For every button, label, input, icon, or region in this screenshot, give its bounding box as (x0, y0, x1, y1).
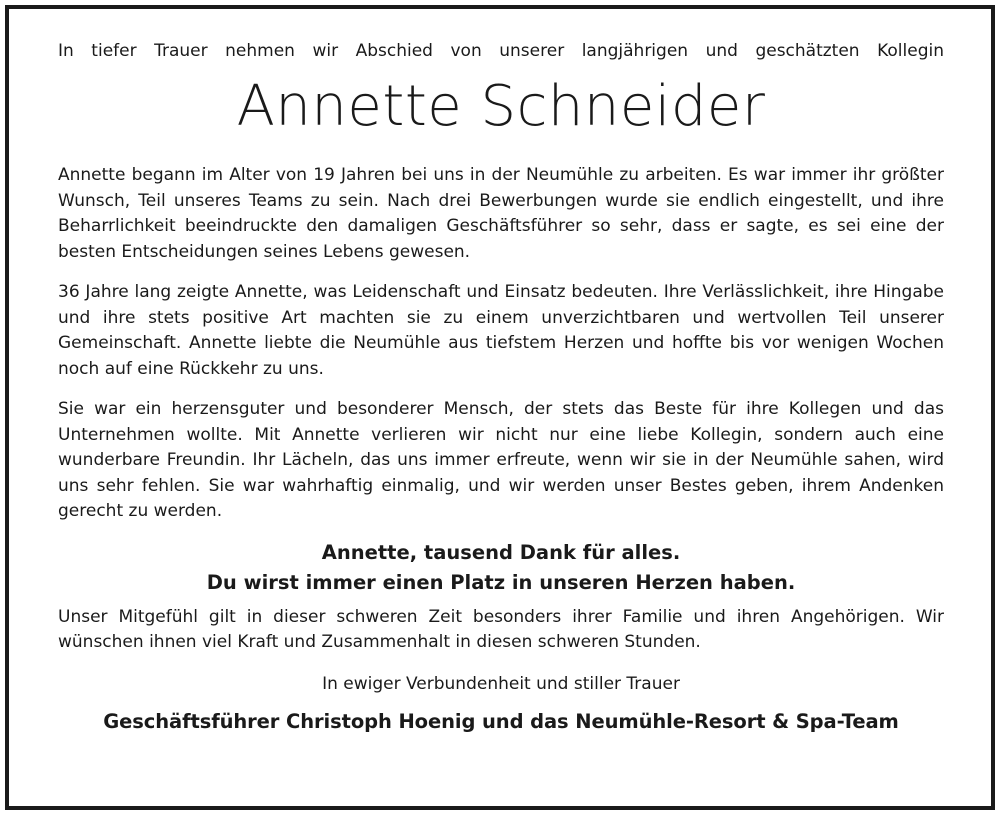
paragraph-dedication: 36 Jahre lang zeigte Annette, was Leidenschaft und Einsatz bedeuten. Ihre Verlässlichkeit, ihre Hingabe und ihre stets positive Art machten sie zu einem unverzichtbaren und wertvollen Teil unserer Gemeinschaft. Annette liebte die Neumühle aus tiefstem Herzen und hoffte bis vor wenigen Wochen noch auf eine Rückkehr zu uns. (58, 282, 944, 379)
intro-line: In tiefer Trauer nehmen wir Abschied von unserer langjährigen und geschätzten Kollegin (58, 41, 944, 61)
obituary-notice (58, 38, 944, 737)
farewell-quote (58, 538, 944, 598)
paragraph-condolence: Unser Mitgefühl gilt in dieser schweren Zeit besonders ihrer Familie und ihren Angehörigen. Wir wünschen ihnen viel Kraft und Zusammenhalt in diesen schweren Stunden. (58, 606, 944, 652)
farewell-quote-line-2: Du wirst immer einen Platz in unseren Herzen haben. (206, 570, 796, 594)
closing-line: In ewiger Verbundenheit und stiller Trauer (322, 673, 680, 694)
farewell-quote-line-1: Annette, tausend Dank für alles. (321, 540, 681, 564)
deceased-name: Annette Schneider (236, 74, 766, 139)
signature: Geschäftsführer Christoph Hoenig und das Neumühle-Resort & Spa-Team (103, 709, 899, 733)
paragraph-career-start: Annette begann im Alter von 19 Jahren bei uns in der Neumühle zu arbeiten. Es war immer ihr größter Wunsch, Teil unseres Teams zu sein. Nach drei Bewerbungen wurde sie endlich eingestellt, und ihre Beharrlichkeit beeindruckte den damaligen Geschäftsführer so sehr, dass er sagte, es sei eine der besten Entscheidungen seines Lebens gewesen. (58, 165, 944, 262)
paragraph-person: Sie war ein herzensguter und besonderer Mensch, der stets das Beste für ihre Kollegen und das Unternehmen wollte. Mit Annette verlieren wir nicht nur eine liebe Kollegin, sondern auch eine wunderbare Freundin. Ihr Lächeln, das uns immer erfreute, wenn wir sie in der Neumühle sahen, wird uns sehr fehlen. Sie war wahrhaftig einmalig, und wir werden unser Bestes geben, ihrem Andenken gerecht zu werden. (58, 399, 944, 521)
